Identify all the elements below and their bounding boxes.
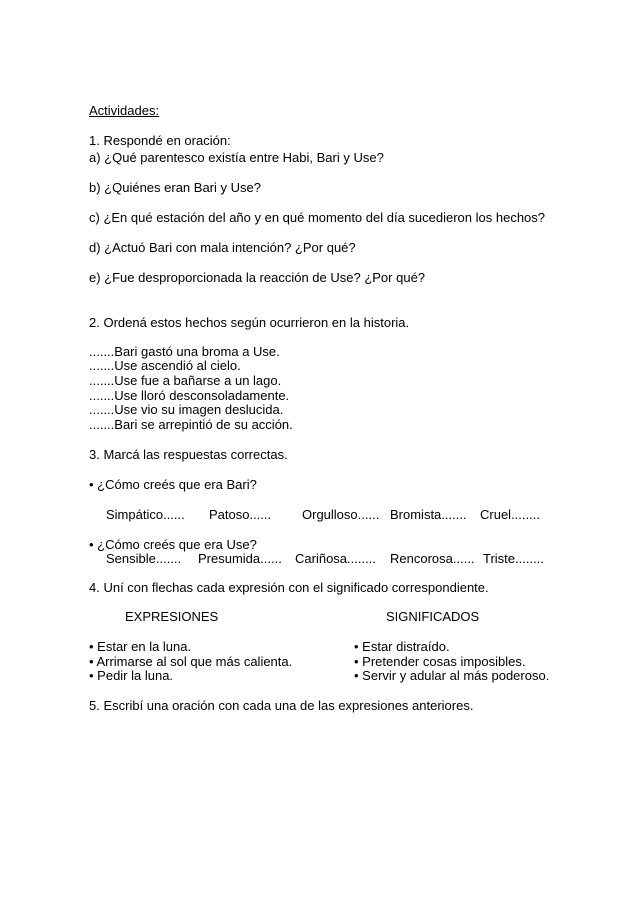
q1-item-e: e) ¿Fue desproporcionada la reacción de Use? ¿Por qué? (89, 270, 426, 285)
q3-option-patoso: Patoso...... (209, 507, 272, 522)
q4-meaning: • Servir y adular al más poderoso. (354, 668, 550, 683)
q4-expression: • Estar en la luna. (89, 639, 192, 654)
q4-meaning: • Estar distraído. (354, 639, 450, 654)
q3-option-bromista: Bromista....... (390, 507, 467, 522)
q4-expression: • Arrimarse al sol que más calienta. (89, 654, 293, 669)
q2-item: .......Bari gastó una broma a Use. (89, 344, 280, 359)
q2-title: 2. Ordená estos hechos según ocurrieron en la historia. (89, 315, 410, 330)
q1-item-a: a) ¿Qué parentesco existía entre Habi, Bari y Use? (89, 150, 384, 165)
q3-question-bari: • ¿Cómo creés que era Bari? (89, 477, 257, 492)
q2-item: .......Use fue a bañarse a un lago. (89, 373, 282, 388)
q2-item: .......Bari se arrepintió de su acción. (89, 417, 293, 432)
q3-title: 3. Marcá las respuestas correctas. (89, 447, 288, 462)
q2-item: .......Use lloró desconsoladamente. (89, 388, 290, 403)
q3-option-sensible: Sensible....... (106, 551, 182, 566)
q3-option-carinosa: Cariñosa........ (295, 551, 376, 566)
q4-expression: • Pedir la luna. (89, 668, 174, 683)
q3-option-simpatico: Simpático...... (106, 507, 185, 522)
q3-option-cruel: Cruel........ (480, 507, 540, 522)
q2-item: .......Use ascendió al cielo. (89, 358, 241, 373)
q4-title: 4. Uní con flechas cada expresión con el significado correspondiente. (89, 580, 489, 595)
q3-option-rencorosa: Rencorosa...... (390, 551, 475, 566)
q4-col-expresiones: EXPRESIONES (125, 609, 219, 624)
q3-option-orgulloso: Orgulloso...... (302, 507, 380, 522)
q2-item: .......Use vio su imagen deslucida. (89, 402, 284, 417)
q4-col-significados: SIGNIFICADOS (386, 609, 480, 624)
page-heading: Actividades: (89, 103, 160, 118)
q1-item-c: c) ¿En qué estación del año y en qué momento del día sucedieron los hechos? (89, 210, 546, 225)
q1-item-b: b) ¿Quiénes eran Bari y Use? (89, 180, 261, 195)
q1-item-d: d) ¿Actuó Bari con mala intención? ¿Por qué? (89, 240, 356, 255)
q3-option-triste: Triste........ (483, 551, 544, 566)
q4-meaning: • Pretender cosas imposibles. (354, 654, 526, 669)
q3-question-use: • ¿Cómo creés que era Use? (89, 537, 257, 552)
q3-option-presumida: Presumida...... (198, 551, 282, 566)
q1-title: 1. Respondé en oración: (89, 133, 231, 148)
q5-title: 5. Escribí una oración con cada una de las expresiones anteriores. (89, 698, 474, 713)
